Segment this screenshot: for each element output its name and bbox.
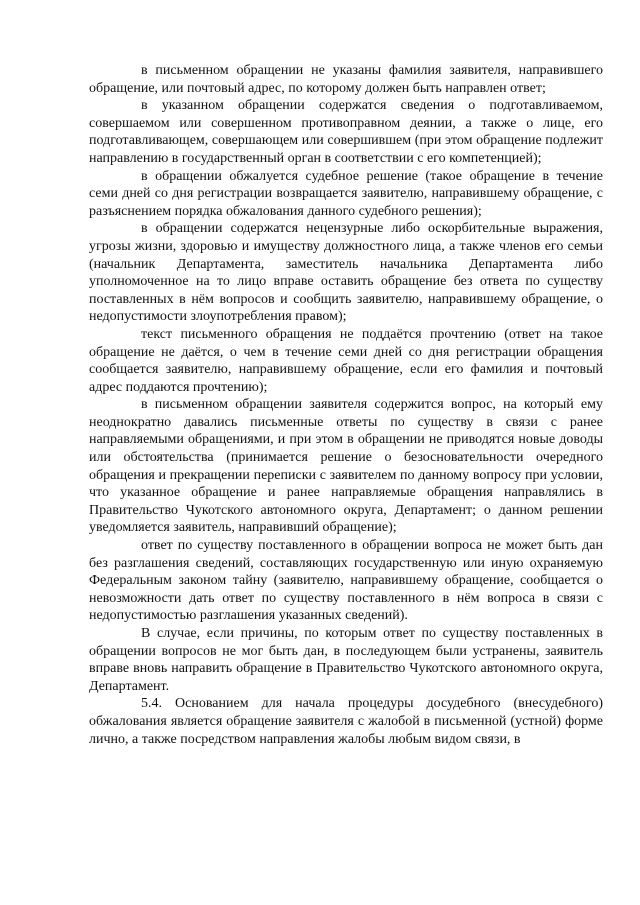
paragraph-illegible-text: текст письменного обращения не поддаётся прочтению (ответ на такое обращение не даётся, о чем в течение семи дней со дня регистрации обращения сообщается заявителю, направившему обращение, если его фамилия и почтовый адрес поддаются прочтению);	[89, 326, 603, 395]
paragraph-court-decision-appeal: в обращении обжалуется судебное решение (такое обращение в течение семи дней со дня регистрации возвращается заявителю, направившему обращение, с разъяснением порядка обжалования данного судебного решения);	[89, 168, 603, 219]
paragraph-unlawful-act-info: в указанном обращении содержатся сведения о подготавливаемом, совершаемом или совершенном противоправном деянии, а также о лице, его подготавливающем, совершающем или совершившем (при этом обращение подлежит направлению в государственный орган в соответствии с его компетенцией);	[89, 98, 603, 166]
paragraph-reasons-eliminated: В случае, если причины, по которым ответ по существу поставленных в обращении вопросов не мог быть дан, в последующем были устранены, заявитель вправе вновь направить обращение в Правительство Чукотского автономного округа, Департамент.	[89, 626, 603, 694]
paragraph-missing-name-address: в письменном обращении не указаны фамилия заявителя, направившего обращение, или почтовый адрес, по которому должен быть направлен ответ;	[89, 63, 603, 96]
document-page	[89, 62, 603, 748]
paragraph-repeated-question: в письменном обращении заявителя содержится вопрос, на который ему неоднократно давались письменные ответы по существу в связи с ранее направляемыми обращениями, и при этом в обращении не приводятся новые доводы или обстоятельства (принимается решение о безосновательности очередного обращения и прекращении переписки с заявителем по данному вопросу при условии, что указанное обращение и ранее направляемые обращения направлялись в Правительство Чукотского автономного округа, Департамент; о данном решении уведомляется заявитель, направивший обращение);	[89, 397, 603, 536]
paragraph-obscene-language: в обращении содержатся нецензурные либо оскорбительные выражения, угрозы жизни, здоровью и имуществу должностного лица, а также членов его семьи (начальник Департамента, заместитель начальника Департамента либо уполномоченное на то лицо вправе оставить обращение без ответа по существу поставленных в нём вопросов и сообщить заявителю, направившему обращение, о недопустимости злоупотребления правом);	[89, 221, 603, 325]
paragraph-state-secret: ответ по существу поставленного в обращении вопроса не может быть дан без разглашения сведений, составляющих государственную или иную охраняемую Федеральным законом тайну (заявителю, направившему обращение, сообщается о невозможности дать ответ по существу поставленного в нём вопроса в связи с недопустимостью разглашения указанных сведений).	[89, 538, 603, 624]
paragraph-section-5-4: 5.4. Основанием для начала процедуры досудебного (внесудебного) обжалования является обращение заявителя с жалобой в письменной (устной) форме лично, а также посредством направления жалобы любым видом связи, в	[89, 696, 603, 747]
